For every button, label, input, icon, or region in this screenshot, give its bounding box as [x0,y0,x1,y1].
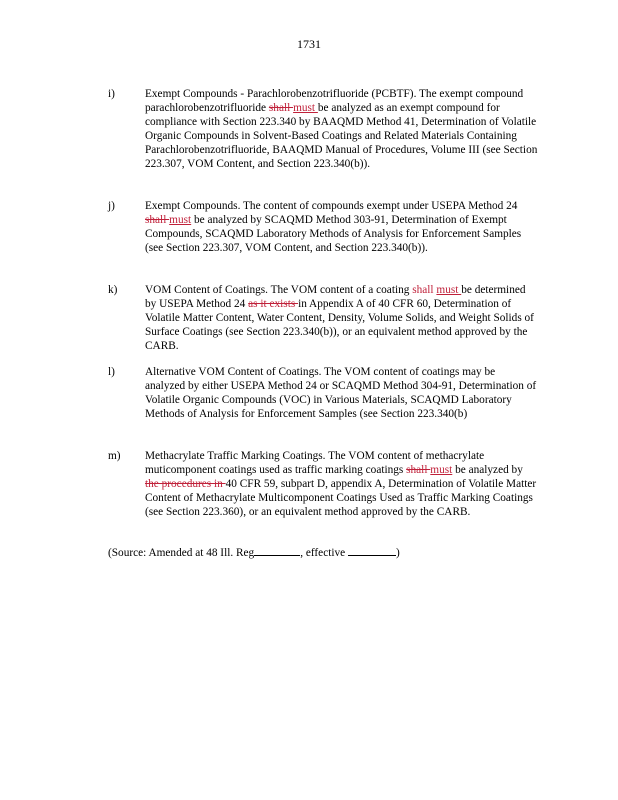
source-prefix: (Source: Amended at 48 Ill. Reg [108,547,255,559]
deleted-text: shall [145,214,170,227]
item-l [108,365,538,421]
item-label: i) [108,88,115,100]
inserted-text: must [436,284,462,296]
item-i [108,87,538,172]
item-text [145,199,538,255]
inserted-text: shall [412,284,437,296]
deleted-text: shall [406,464,431,477]
item-k [108,283,538,353]
blank-line [348,545,396,556]
item-label: k) [108,284,118,296]
text-segment: be analyzed by SCAQMD Method 303-91, Determination of Exempt Compounds, SCAQMD Laboratory Methods of Analysis for Enforcement Samples (see Section 223.307, VOM Content, and Section 223.340(b)). [145,214,522,255]
item-text [145,449,538,519]
text-segment: in Appendix A of 40 CFR 60, Determination of Volatile Matter Content, Water Content, Density, Volume Solids, and Weight Solids of Surface Coatings (see Section 223.340(b)), or an equivalent method approved by the CARB. [145,298,534,353]
item-m [108,449,538,519]
text-segment: Methacrylate Traffic Marking Coatings. The VOM content of methacrylate muticomponent coatings used as traffic marking coatings [145,450,485,477]
item-text [145,365,538,421]
item-text [145,283,538,353]
page-number: 1731 [297,37,321,51]
item-label: j) [108,200,115,212]
text-segment: 40 CFR 59, subpart D, appendix A, Determination of Volatile Matter Content of Methacrylate Multicomponent Coatings Used as Traffic Marking Coatings (see Section 223.360), or an equivalent method approved by the CARB. [145,478,537,519]
source-note [108,545,538,560]
source-suffix: ) [395,547,400,559]
deleted-text: shall [268,102,294,115]
text-segment: be determined by USEPA Method 24 [145,284,526,311]
text-segment: be analyzed by [452,464,523,477]
source-middle: , effective [300,547,348,559]
text-segment: Exempt Compounds. The content of compounds exempt under USEPA Method 24 [145,200,518,212]
text-segment: Alternative VOM Content of Coatings. The VOM content of coatings may be analyzed by either USEPA Method 24 or SCAQMD Method 304-91, Determination of Volatile Organic Compounds (VOC) in Various Materials, SCAQMD Laboratory Methods of Analysis for Enforcement Samples (see Section 223.340(b) [145,366,537,421]
item-j [108,199,538,255]
inserted-text: must [293,102,318,115]
text-segment: be analyzed as an exempt compound for compliance with Section 223.340 by BAAQMD Method 41, Determination of Volatile Organic Compounds in Solvent-Based Coatings and Related Materials Containing Parachlorobenzotrifluoride, BAAQMD Manual of Procedures, Volume III (see Section 223.307, VOM Content, and Section 223.340(b)). [145,102,538,171]
deleted-text: as it exists [248,298,299,311]
inserted-text: must [169,214,192,227]
text-segment: VOM Content of Coatings. The VOM content of a coating [145,284,413,296]
item-label: l) [108,366,115,378]
blank-line [254,545,300,556]
item-text [145,87,538,172]
deleted-text: the procedures in [145,478,226,491]
text-segment: Exempt Compounds - Parachlorobenzotrifluoride (PCBTF). The exempt compound parachlorobenzotrifluoride [145,88,524,115]
inserted-text: must [430,464,453,477]
item-label: m) [108,450,121,462]
